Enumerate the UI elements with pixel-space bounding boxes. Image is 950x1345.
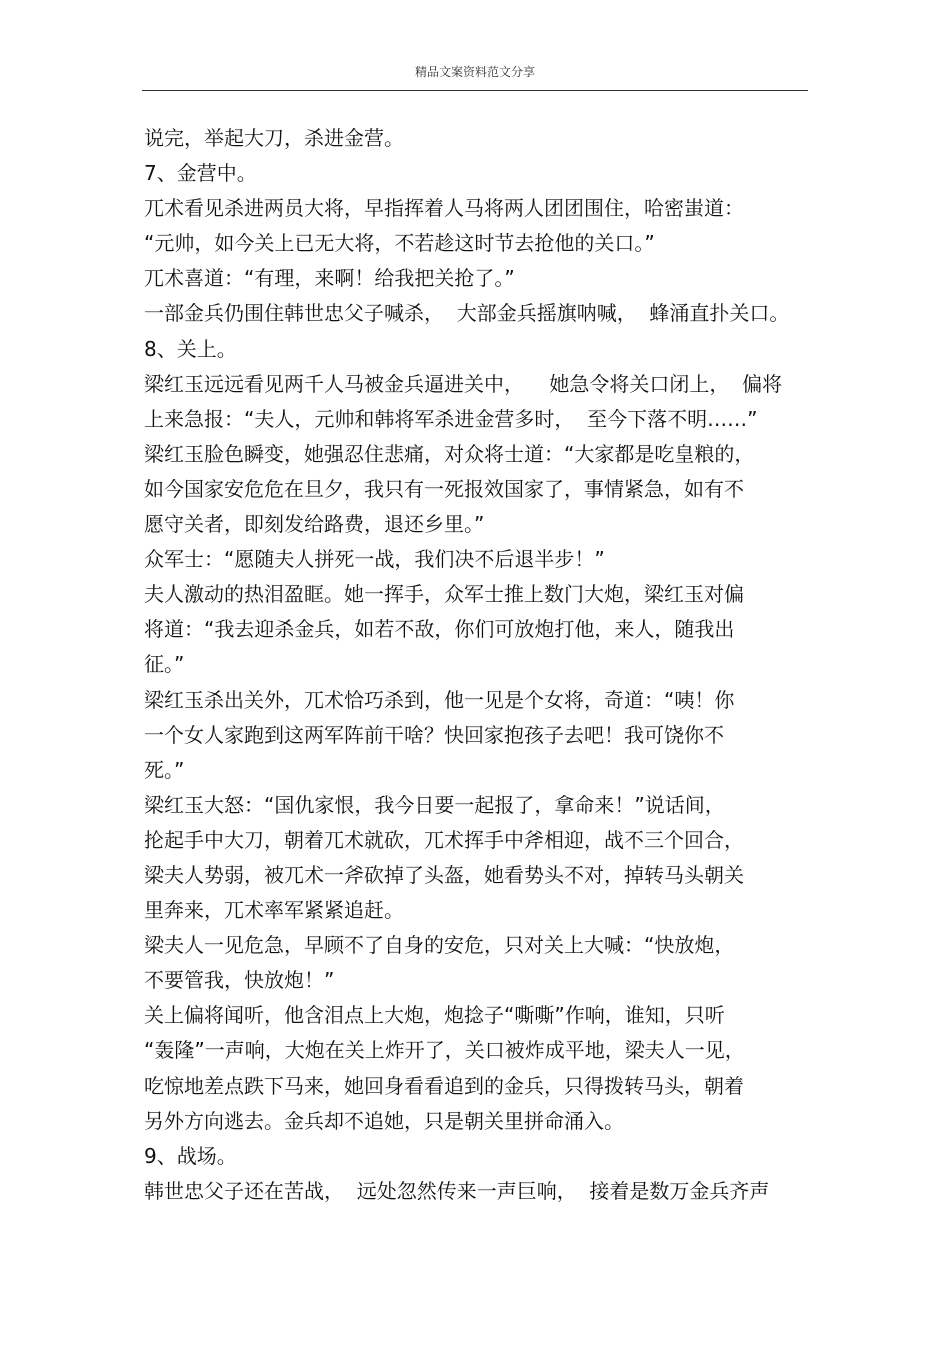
section-heading: 8、关上。 xyxy=(144,336,237,361)
text-line: 梁红玉大怒：“国仇家恨，我今日要一起报了，拿命来！”说话间， xyxy=(144,792,725,817)
text-line: 吃惊地差点跌下马来，她回身看看追到的金兵，只得拨转马头，朝着 xyxy=(144,1073,744,1098)
text-line: 兀术看见杀进两员大将，早指挥着人马将两人团团围住，哈密蚩道： xyxy=(144,196,744,221)
text-line: 征。” xyxy=(144,652,185,677)
document-body xyxy=(144,121,808,1209)
text-line: 梁夫人一见危急，早顾不了自身的安危，只对关上大喊：“快放炮， xyxy=(144,933,735,958)
text-line: 死。” xyxy=(144,757,185,782)
text-line: 将道：“我去迎杀金兵，如若不敌，你们可放炮打他，来人，随我出 xyxy=(144,617,735,642)
text-line: 梁红玉脸色瞬变，她强忍住悲痛，对众将士道：“大家都是吃皇粮的， xyxy=(144,441,755,466)
page-header: 精品文案资料范文分享 xyxy=(414,65,535,79)
text-line: 里奔来，兀术率军紧紧追赶。 xyxy=(144,898,404,923)
text-line: 另外方向逃去。金兵却不追她，只是朝关里拼命涌入。 xyxy=(144,1108,624,1133)
text-line: 梁红玉远远看见两千人马被金兵逼进关中， 她急令将关口闭上， 偏将 xyxy=(144,371,783,396)
text-line: “元帅，如今关上已无大将，不若趁这时节去抢他的关口。” xyxy=(144,231,655,256)
text-line: 一部金兵仍围住韩世忠父子喊杀， 大部金兵摇旗呐喊， 蜂涌直扑关口。 xyxy=(144,301,790,326)
text-line: 兀术喜道：“有理，来啊！给我把关抢了。” xyxy=(144,266,515,291)
text-line: 关上偏将闻听，他含泪点上大炮，炮捻子“嘶嘶”作响，谁知，只听 xyxy=(144,1003,725,1028)
text-line: 众军士：“愿随夫人拼死一战，我们决不后退半步！” xyxy=(144,547,605,572)
text-line: 夫人激动的热泪盈眶。她一挥手，众军士推上数门大炮，梁红玉对偏 xyxy=(144,582,744,607)
text-line: 一个女人家跑到这两军阵前干啥？快回家抱孩子去吧！我可饶你不 xyxy=(144,722,724,747)
text-line: 不要管我，快放炮！” xyxy=(144,968,335,993)
text-line: 抡起手中大刀，朝着兀术就砍，兀术挥手中斧相迎，战不三个回合， xyxy=(144,827,744,852)
text-line: 愿守关者，即刻发给路费，退还乡里。” xyxy=(144,512,485,537)
text-line: 上来急报：“夫人，元帅和韩将军杀进金营多时， 至今下落不明……” xyxy=(144,406,758,431)
text-line: 梁红玉杀出关外，兀术恰巧杀到，他一见是个女将，奇道：“咦！你 xyxy=(144,687,735,712)
text-line: 韩世忠父子还在苦战， 远处忽然传来一声巨响， 接着是数万金兵齐声 xyxy=(144,1178,770,1203)
text-line: 梁夫人势弱，被兀术一斧砍掉了头盔，她看势头不对，掉转马头朝关 xyxy=(144,862,744,887)
text-line: “轰隆”一声响，大炮在关上炸开了，关口被炸成平地，梁夫人一见， xyxy=(144,1038,745,1063)
text-line: 说完，举起大刀，杀进金营。 xyxy=(144,126,404,150)
text-line: 如今国家安危危在旦夕，我只有一死报效国家了，事情紧急，如有不 xyxy=(144,476,744,501)
section-heading: 7、金营中。 xyxy=(144,161,257,186)
header-divider xyxy=(142,90,808,91)
section-heading: 9、战场。 xyxy=(144,1143,237,1168)
